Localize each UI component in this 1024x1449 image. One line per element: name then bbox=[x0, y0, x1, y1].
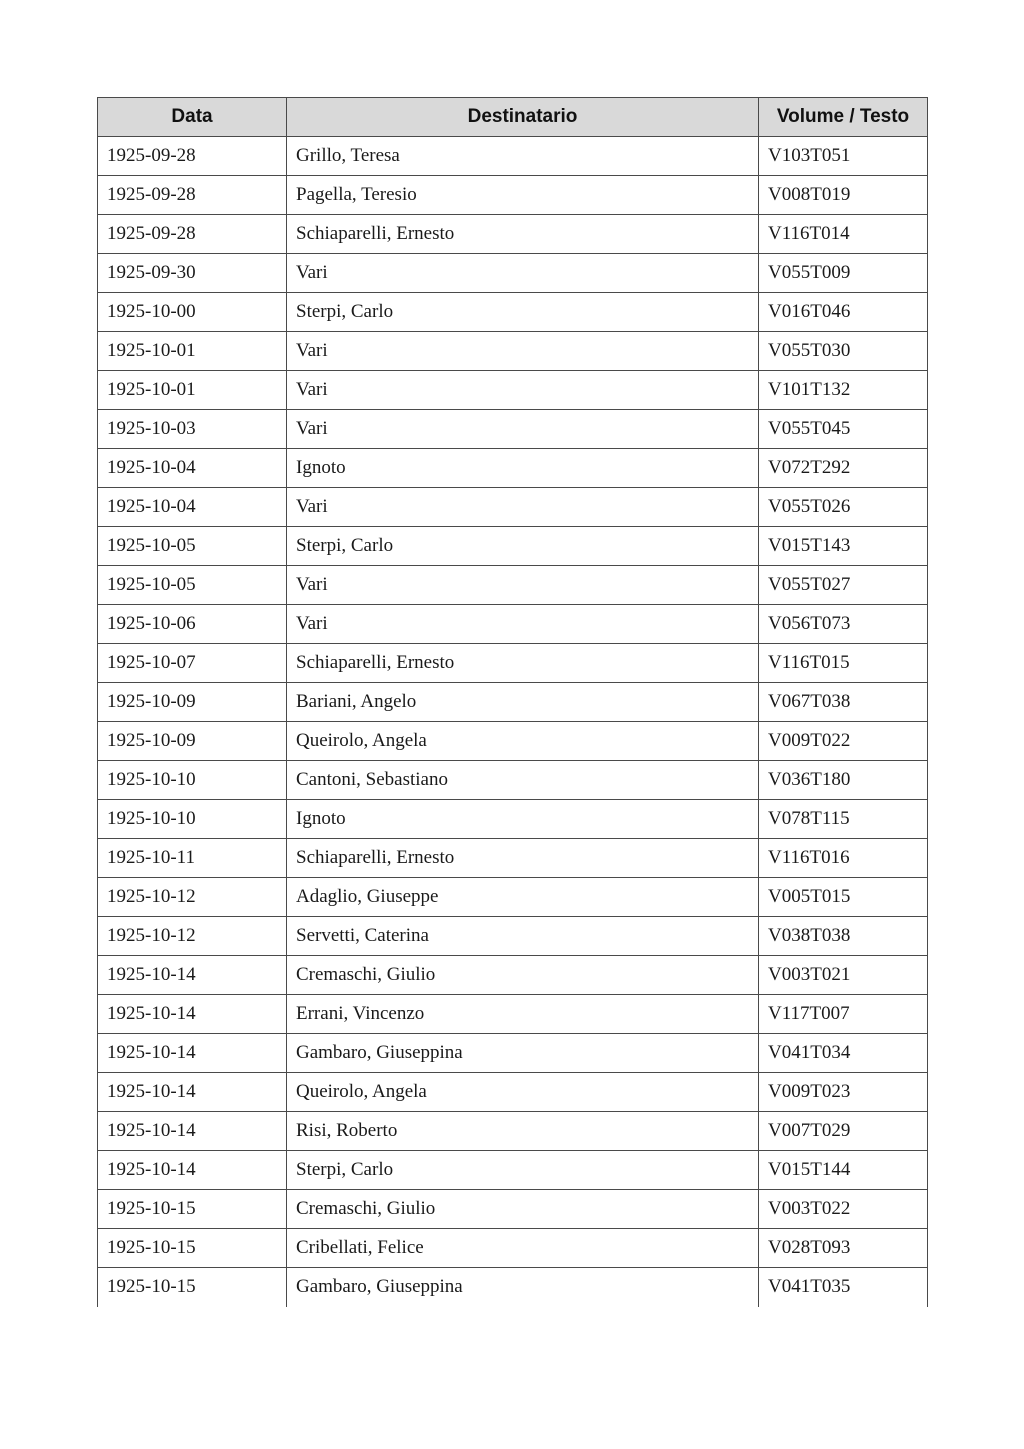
cell-recipient: Cantoni, Sebastiano bbox=[287, 761, 759, 800]
cell-volume: V056T073 bbox=[759, 605, 928, 644]
cell-recipient: Adaglio, Giuseppe bbox=[287, 878, 759, 917]
table-row bbox=[98, 644, 928, 683]
cell-recipient: Cremaschi, Giulio bbox=[287, 956, 759, 995]
cell-date: 1925-09-28 bbox=[98, 215, 287, 254]
cell-recipient: Vari bbox=[287, 605, 759, 644]
cell-date: 1925-10-12 bbox=[98, 878, 287, 917]
cell-volume: V067T038 bbox=[759, 683, 928, 722]
table-row bbox=[98, 137, 928, 176]
cell-volume: V072T292 bbox=[759, 449, 928, 488]
cell-recipient: Sterpi, Carlo bbox=[287, 293, 759, 332]
header-row bbox=[98, 98, 928, 137]
table-row bbox=[98, 488, 928, 527]
cell-date: 1925-09-28 bbox=[98, 176, 287, 215]
table-row bbox=[98, 956, 928, 995]
cell-date: 1925-10-15 bbox=[98, 1229, 287, 1268]
table-row bbox=[98, 1190, 928, 1229]
cell-recipient: Pagella, Teresio bbox=[287, 176, 759, 215]
table-row bbox=[98, 215, 928, 254]
cell-date: 1925-10-05 bbox=[98, 527, 287, 566]
table-row bbox=[98, 566, 928, 605]
cell-volume: V015T144 bbox=[759, 1151, 928, 1190]
cell-recipient: Gambaro, Giuseppina bbox=[287, 1034, 759, 1073]
cell-volume: V055T045 bbox=[759, 410, 928, 449]
cell-volume: V005T015 bbox=[759, 878, 928, 917]
cell-recipient: Grillo, Teresa bbox=[287, 137, 759, 176]
cell-date: 1925-09-30 bbox=[98, 254, 287, 293]
cell-date: 1925-10-05 bbox=[98, 566, 287, 605]
cell-recipient: Schiaparelli, Ernesto bbox=[287, 215, 759, 254]
cell-date: 1925-10-14 bbox=[98, 995, 287, 1034]
cell-recipient: Bariani, Angelo bbox=[287, 683, 759, 722]
cell-date: 1925-10-01 bbox=[98, 371, 287, 410]
cell-date: 1925-10-07 bbox=[98, 644, 287, 683]
cell-date: 1925-10-14 bbox=[98, 1034, 287, 1073]
table-row bbox=[98, 293, 928, 332]
cell-recipient: Sterpi, Carlo bbox=[287, 1151, 759, 1190]
cell-recipient: Vari bbox=[287, 254, 759, 293]
cell-volume: V007T029 bbox=[759, 1112, 928, 1151]
cell-recipient: Gambaro, Giuseppina bbox=[287, 1268, 759, 1307]
table-row bbox=[98, 1073, 928, 1112]
cell-date: 1925-10-09 bbox=[98, 722, 287, 761]
cell-recipient: Queirolo, Angela bbox=[287, 1073, 759, 1112]
cell-date: 1925-10-10 bbox=[98, 761, 287, 800]
table-row bbox=[98, 254, 928, 293]
cell-recipient: Sterpi, Carlo bbox=[287, 527, 759, 566]
column-header-date: Data bbox=[98, 98, 287, 137]
cell-volume: V008T019 bbox=[759, 176, 928, 215]
cell-recipient: Risi, Roberto bbox=[287, 1112, 759, 1151]
cell-recipient: Vari bbox=[287, 371, 759, 410]
cell-recipient: Queirolo, Angela bbox=[287, 722, 759, 761]
cell-recipient: Vari bbox=[287, 488, 759, 527]
cell-date: 1925-10-14 bbox=[98, 1112, 287, 1151]
cell-date: 1925-10-11 bbox=[98, 839, 287, 878]
cell-date: 1925-10-12 bbox=[98, 917, 287, 956]
table-row bbox=[98, 1034, 928, 1073]
cell-volume: V117T007 bbox=[759, 995, 928, 1034]
column-header-volume: Volume / Testo bbox=[759, 98, 928, 137]
cell-date: 1925-10-14 bbox=[98, 1151, 287, 1190]
cell-recipient: Cribellati, Felice bbox=[287, 1229, 759, 1268]
table-row bbox=[98, 176, 928, 215]
cell-volume: V016T046 bbox=[759, 293, 928, 332]
cell-date: 1925-10-14 bbox=[98, 1073, 287, 1112]
cell-date: 1925-10-00 bbox=[98, 293, 287, 332]
table-row bbox=[98, 410, 928, 449]
letters-table bbox=[97, 97, 928, 1307]
cell-volume: V116T014 bbox=[759, 215, 928, 254]
cell-volume: V015T143 bbox=[759, 527, 928, 566]
cell-volume: V055T009 bbox=[759, 254, 928, 293]
cell-date: 1925-10-15 bbox=[98, 1190, 287, 1229]
table-row bbox=[98, 527, 928, 566]
cell-volume: V055T027 bbox=[759, 566, 928, 605]
cell-date: 1925-10-09 bbox=[98, 683, 287, 722]
cell-volume: V009T023 bbox=[759, 1073, 928, 1112]
cell-date: 1925-10-14 bbox=[98, 956, 287, 995]
cell-recipient: Vari bbox=[287, 566, 759, 605]
table-row bbox=[98, 683, 928, 722]
cell-volume: V003T021 bbox=[759, 956, 928, 995]
table-row bbox=[98, 1268, 928, 1307]
cell-volume: V116T016 bbox=[759, 839, 928, 878]
table-row bbox=[98, 839, 928, 878]
table-row bbox=[98, 449, 928, 488]
cell-date: 1925-10-10 bbox=[98, 800, 287, 839]
table-row bbox=[98, 1151, 928, 1190]
cell-volume: V101T132 bbox=[759, 371, 928, 410]
cell-recipient: Vari bbox=[287, 410, 759, 449]
cell-volume: V028T093 bbox=[759, 1229, 928, 1268]
table-row bbox=[98, 332, 928, 371]
cell-recipient: Schiaparelli, Ernesto bbox=[287, 839, 759, 878]
cell-date: 1925-10-04 bbox=[98, 449, 287, 488]
table-row bbox=[98, 917, 928, 956]
cell-volume: V078T115 bbox=[759, 800, 928, 839]
cell-date: 1925-10-06 bbox=[98, 605, 287, 644]
cell-volume: V055T026 bbox=[759, 488, 928, 527]
cell-recipient: Errani, Vincenzo bbox=[287, 995, 759, 1034]
cell-volume: V055T030 bbox=[759, 332, 928, 371]
table-row bbox=[98, 1112, 928, 1151]
cell-volume: V041T035 bbox=[759, 1268, 928, 1307]
cell-volume: V009T022 bbox=[759, 722, 928, 761]
cell-recipient: Cremaschi, Giulio bbox=[287, 1190, 759, 1229]
table-row bbox=[98, 800, 928, 839]
cell-volume: V103T051 bbox=[759, 137, 928, 176]
cell-date: 1925-09-28 bbox=[98, 137, 287, 176]
table-row bbox=[98, 1229, 928, 1268]
cell-recipient: Ignoto bbox=[287, 800, 759, 839]
cell-volume: V116T015 bbox=[759, 644, 928, 683]
cell-recipient: Servetti, Caterina bbox=[287, 917, 759, 956]
table-body bbox=[98, 137, 928, 1307]
cell-volume: V036T180 bbox=[759, 761, 928, 800]
cell-date: 1925-10-04 bbox=[98, 488, 287, 527]
table-row bbox=[98, 605, 928, 644]
cell-date: 1925-10-01 bbox=[98, 332, 287, 371]
cell-date: 1925-10-15 bbox=[98, 1268, 287, 1307]
column-header-recipient: Destinatario bbox=[287, 98, 759, 137]
cell-date: 1925-10-03 bbox=[98, 410, 287, 449]
cell-recipient: Ignoto bbox=[287, 449, 759, 488]
table-row bbox=[98, 995, 928, 1034]
cell-volume: V041T034 bbox=[759, 1034, 928, 1073]
cell-volume: V038T038 bbox=[759, 917, 928, 956]
cell-recipient: Schiaparelli, Ernesto bbox=[287, 644, 759, 683]
table-row bbox=[98, 371, 928, 410]
table-header bbox=[98, 98, 928, 137]
cell-volume: V003T022 bbox=[759, 1190, 928, 1229]
table-row bbox=[98, 722, 928, 761]
table-row bbox=[98, 761, 928, 800]
cell-recipient: Vari bbox=[287, 332, 759, 371]
table-row bbox=[98, 878, 928, 917]
